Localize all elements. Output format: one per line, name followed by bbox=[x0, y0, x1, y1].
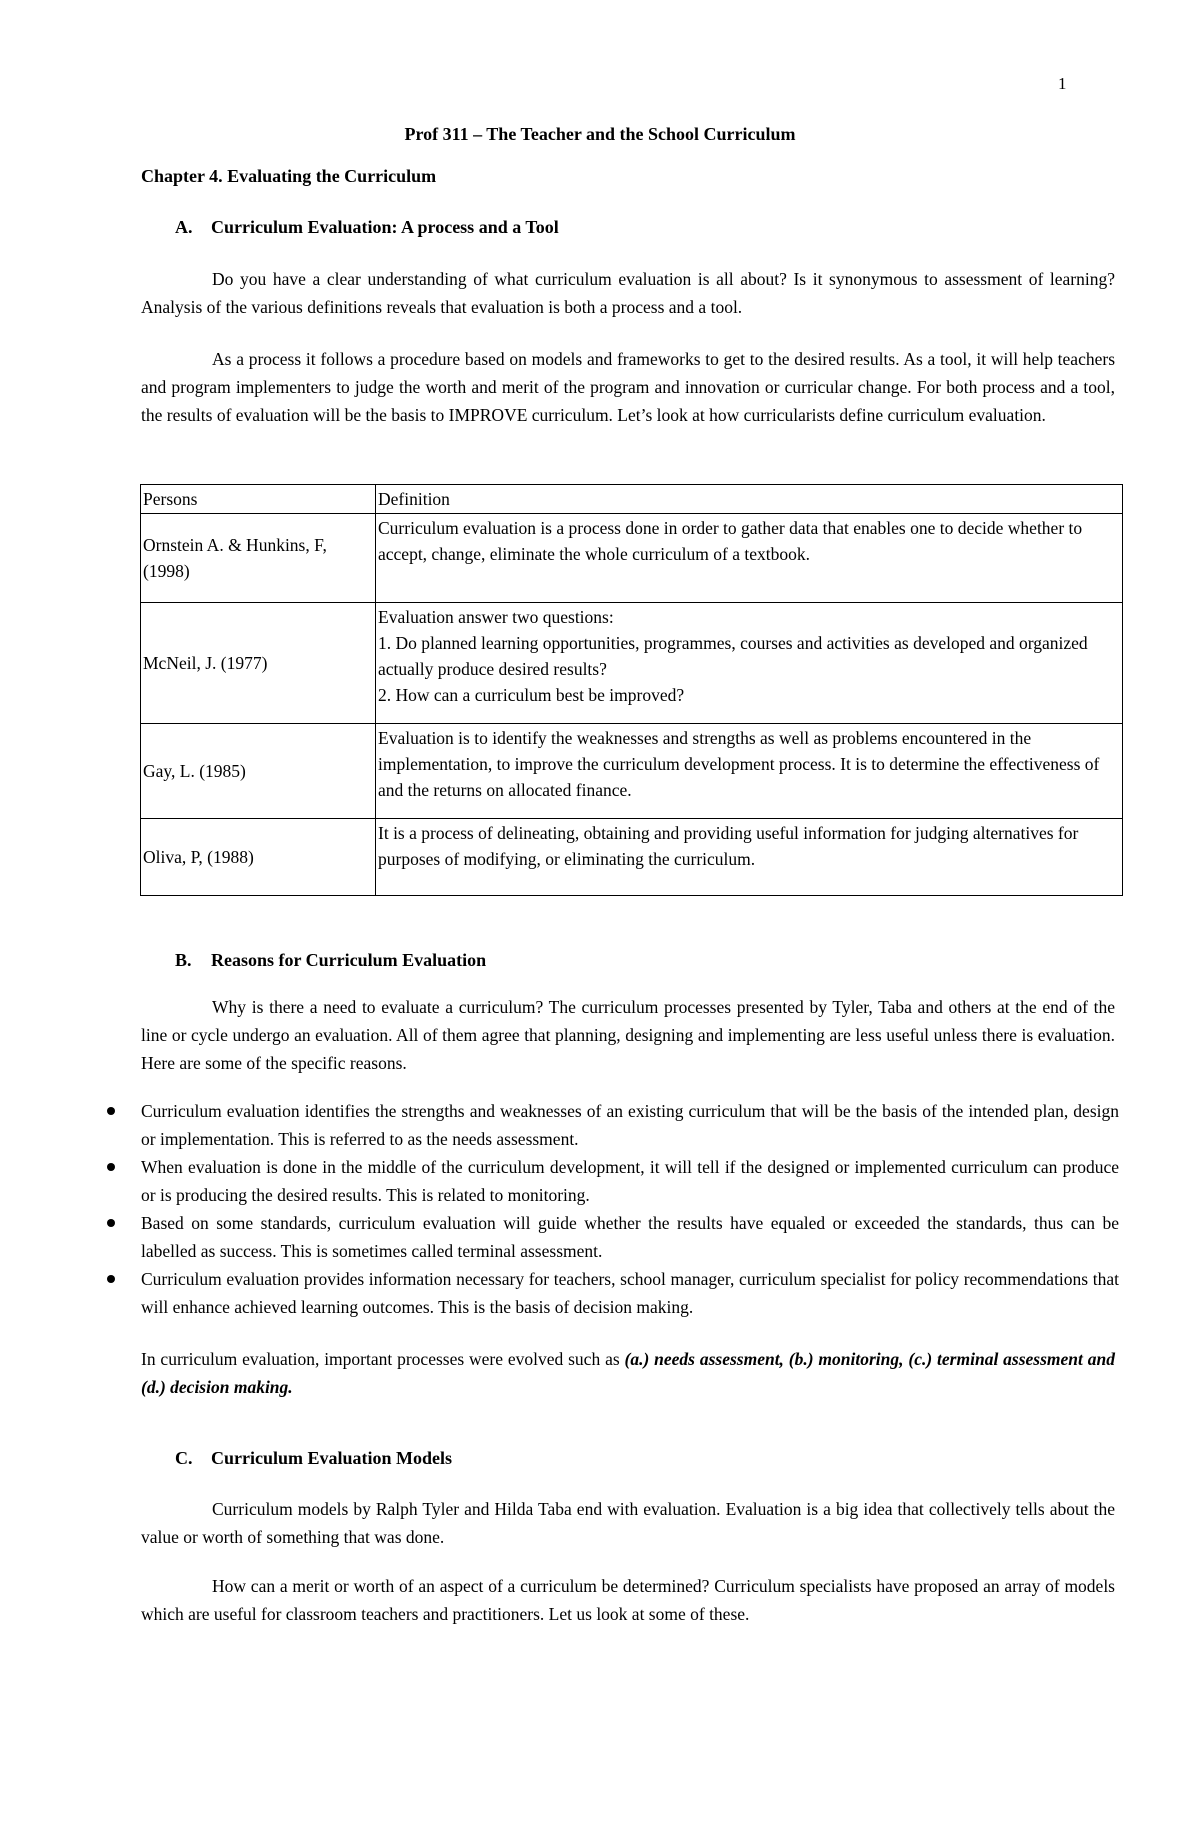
table-row bbox=[141, 819, 1123, 896]
table-header-persons: Persons bbox=[141, 485, 376, 514]
section-b-summary bbox=[141, 1345, 1115, 1401]
bullet-icon bbox=[107, 1107, 115, 1115]
table-cell-person: Oliva, P, (1988) bbox=[141, 819, 376, 896]
chapter-title: Chapter 4. Evaluating the Curriculum bbox=[141, 166, 437, 186]
definitions-table bbox=[140, 484, 1123, 896]
summary-text: In curriculum evaluation, important processes were evolved such as bbox=[141, 1349, 625, 1369]
section-a-title: Curriculum Evaluation: A process and a Tool bbox=[211, 217, 559, 237]
table-cell-person: Gay, L. (1985) bbox=[141, 724, 376, 819]
summary-emphasis: (a.) needs assessment, (b.) monitoring, (c.) terminal assessment and (d.) decision making. bbox=[141, 1349, 1115, 1397]
section-b-title: Reasons for Curriculum Evaluation bbox=[211, 950, 487, 970]
section-c-letter: C. bbox=[175, 1448, 193, 1468]
section-b-heading bbox=[175, 950, 486, 971]
list-item-text: Based on some standards, curriculum evaluation will guide whether the results have equaled or exceeded the standards, thus can be labelled as success. This is sometimes called terminal assessment. bbox=[141, 1213, 1119, 1261]
bullet-icon bbox=[107, 1275, 115, 1283]
table-cell-person: McNeil, J. (1977) bbox=[141, 603, 376, 724]
section-c-paragraph-1: Curriculum models by Ralph Tyler and Hilda Taba end with evaluation. Evaluation is a big idea that collectively tells about the value or worth of something that was done. bbox=[141, 1499, 1115, 1547]
section-a-letter: A. bbox=[175, 217, 193, 237]
table-cell-definition: Evaluation is to identify the weaknesses and strengths as well as problems encountered in the implementation, to improve the curriculum development process. It is to determine the effectiveness of and the returns on allocated finance. bbox=[376, 724, 1123, 819]
bullet-icon bbox=[107, 1163, 115, 1171]
table-cell-definition bbox=[376, 603, 1123, 724]
list-item-text: When evaluation is done in the middle of the curriculum development, it will tell if the designed or implemented curriculum can produce or is producing the desired results. This is related to monitoring. bbox=[141, 1157, 1119, 1205]
section-c-heading bbox=[175, 1448, 452, 1469]
section-c-paragraph-2: How can a merit or worth of an aspect of a curriculum be determined? Curriculum specialists have proposed an array of models which are useful for classroom teachers and practitioners. Let us look at some of these. bbox=[141, 1576, 1115, 1624]
page-number: 1 bbox=[1058, 74, 1067, 93]
list-item-text: Curriculum evaluation identifies the strengths and weaknesses of an existing curriculum that will be the basis of the intended plan, design or implementation. This is referred to as the needs assessment. bbox=[141, 1101, 1119, 1149]
course-title: Prof 311 – The Teacher and the School Curriculum bbox=[404, 124, 796, 144]
table-row bbox=[141, 724, 1123, 819]
list-item-text: Curriculum evaluation provides information necessary for teachers, school manager, curriculum specialist for policy recommendations that will enhance achieved learning outcomes. This is the basis of decision making. bbox=[141, 1269, 1119, 1317]
table-row bbox=[141, 514, 1123, 603]
section-b-letter: B. bbox=[175, 950, 192, 970]
table-cell-definition: Curriculum evaluation is a process done in order to gather data that enables one to decide whether to accept, change, eliminate the whole curriculum of a textbook. bbox=[376, 514, 1123, 603]
reasons-list bbox=[141, 1097, 1119, 1321]
list-item bbox=[141, 1153, 1119, 1209]
table-header-definition: Definition bbox=[376, 485, 1123, 514]
table-cell-definition: It is a process of delineating, obtaining and providing useful information for judging alternatives for purposes of modifying, or eliminating the curriculum. bbox=[376, 819, 1123, 896]
definition-line: 1. Do planned learning opportunities, programmes, courses and activities as developed and organized actually produce desired results? bbox=[378, 633, 1088, 679]
definition-line: Evaluation answer two questions: bbox=[378, 607, 614, 627]
section-a-heading bbox=[175, 217, 559, 238]
table-row bbox=[141, 603, 1123, 724]
list-item bbox=[141, 1097, 1119, 1153]
section-a-paragraph-1: Do you have a clear understanding of what curriculum evaluation is all about? Is it synonymous to assessment of learning? Analysis of the various definitions reveals that evaluation is both a process and a tool. bbox=[141, 269, 1115, 317]
table-cell-person: Ornstein A. & Hunkins, F, (1998) bbox=[141, 514, 376, 603]
section-b-intro: Why is there a need to evaluate a curriculum? The curriculum processes presented by Tyler, Taba and others at the end of the line or cycle undergo an evaluation. All of them agree that planning, designing and implementing are less useful unless there is evaluation. Here are some of the specific reasons. bbox=[141, 997, 1115, 1073]
section-c-title: Curriculum Evaluation Models bbox=[211, 1448, 453, 1468]
list-item bbox=[141, 1209, 1119, 1265]
definition-line: 2. How can a curriculum best be improved? bbox=[378, 685, 685, 705]
bullet-icon bbox=[107, 1219, 115, 1227]
list-item bbox=[141, 1265, 1119, 1321]
section-a-paragraph-2: As a process it follows a procedure based on models and frameworks to get to the desired results. As a tool, it will help teachers and program implementers to judge the worth and merit of the program and innovation or curricular change. For both process and a tool, the results of evaluation will be the basis to IMPROVE curriculum. Let’s look at how curricularists define curriculum evaluation. bbox=[141, 349, 1115, 425]
table-header-row bbox=[141, 485, 1123, 514]
